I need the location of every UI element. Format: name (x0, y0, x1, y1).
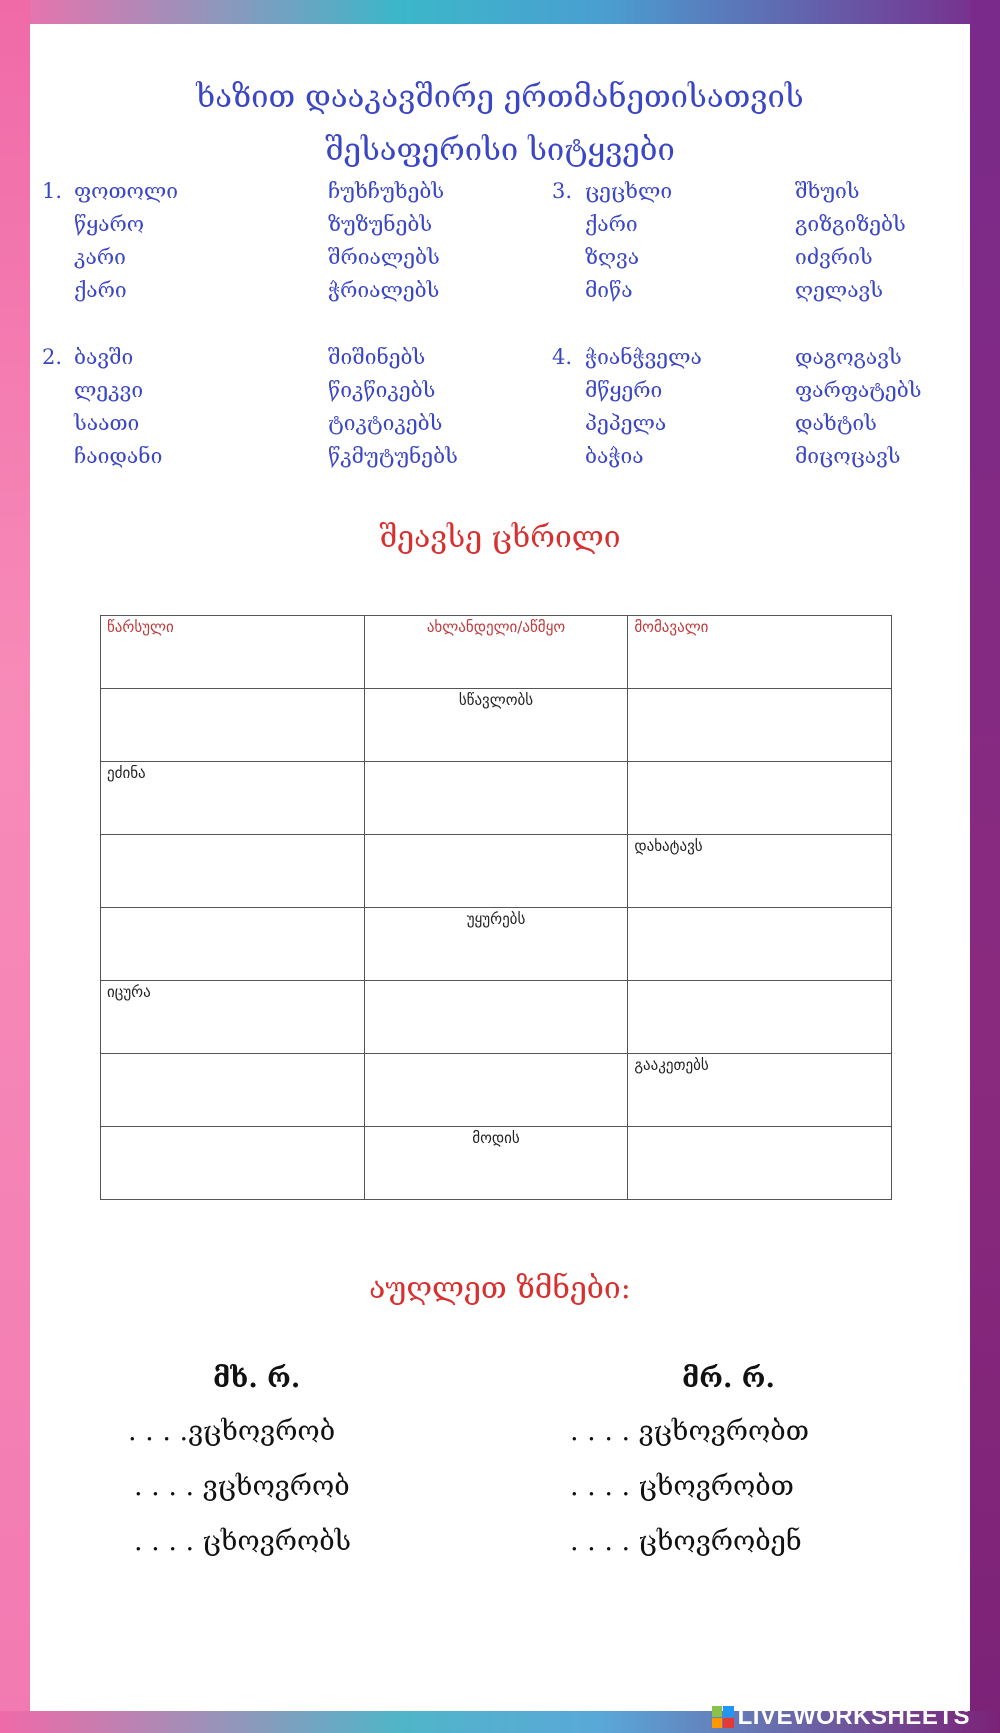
table-cell[interactable] (628, 689, 892, 762)
left-word[interactable]: ჩაიდანი (74, 444, 163, 468)
table-cell[interactable]: უყურებს (364, 908, 628, 981)
right-word[interactable]: ტიკტიკებს (328, 411, 443, 435)
table-cell[interactable] (364, 1054, 628, 1127)
right-word[interactable]: გიზგიზებს (795, 212, 906, 236)
header-past: წარსული (101, 616, 365, 689)
singular-verb[interactable]: . . . .ვცხოვრობ (128, 1416, 336, 1447)
table-cell[interactable] (364, 762, 628, 835)
table-cell[interactable] (101, 835, 365, 908)
group-number: 4. (552, 345, 573, 369)
right-gradient-border (970, 0, 1000, 1733)
table-cell[interactable]: იცურა (101, 981, 365, 1054)
left-word[interactable]: პეპელა (585, 411, 667, 435)
right-word[interactable]: ზუზუნებს (328, 212, 433, 236)
left-word[interactable]: ქარი (74, 278, 127, 302)
plural-verb[interactable]: . . . . ვცხოვრობთ (570, 1416, 809, 1447)
left-word[interactable]: ქარი (585, 212, 638, 236)
plural-verb[interactable]: . . . . ცხოვრობთ (570, 1471, 794, 1502)
table-cell[interactable] (364, 981, 628, 1054)
table-title: შეავსე ცხრილი (379, 520, 621, 555)
left-word[interactable]: მიწა (585, 278, 633, 302)
table-row (101, 908, 892, 981)
table-cell[interactable] (101, 908, 365, 981)
liveworksheets-logo[interactable] (712, 1703, 970, 1731)
worksheet-page (30, 24, 970, 1711)
left-word[interactable]: საათი (74, 411, 140, 435)
logo-text: LIVEWORKSHEETS (737, 1703, 970, 1730)
right-word[interactable]: დახტის (795, 411, 877, 435)
table-row (101, 762, 892, 835)
plural-verb[interactable]: . . . . ცხოვრობენ (570, 1526, 802, 1557)
top-gradient-border (0, 0, 1000, 24)
table-cell[interactable]: მოდის (364, 1127, 628, 1200)
left-word[interactable]: ფოთოლი (74, 179, 178, 203)
group-number: 1. (42, 179, 63, 203)
header-future: მომავალი (628, 616, 892, 689)
right-word[interactable]: ფარფატებს (795, 378, 922, 402)
right-word[interactable]: ჭრიალებს (328, 278, 440, 302)
table-cell[interactable] (628, 908, 892, 981)
left-word[interactable]: მწყერი (585, 378, 663, 402)
left-word[interactable]: ზღვა (585, 245, 640, 269)
right-word[interactable]: ღელავს (795, 278, 883, 302)
title-line-1: ხაზით დააკავშირე ერთმანეთისათვის (196, 79, 804, 115)
right-word[interactable]: ჩუხჩუხებს (328, 179, 445, 203)
table-cell[interactable] (101, 1127, 365, 1200)
table-cell[interactable]: სწავლობს (364, 689, 628, 762)
singular-heading: მხ. რ. (213, 1363, 301, 1394)
right-word[interactable]: წიკწიკებს (328, 378, 436, 402)
left-word[interactable]: ჭიანჭველა (585, 345, 702, 369)
liveworksheets-logo-icon (712, 1706, 734, 1728)
table-row (101, 981, 892, 1054)
table-cell[interactable] (628, 981, 892, 1054)
group-number: 3. (552, 179, 573, 203)
table-row (101, 1127, 892, 1200)
table-row (101, 689, 892, 762)
table-cell[interactable]: გააკეთებს (628, 1054, 892, 1127)
table-cell[interactable]: ეძინა (101, 762, 365, 835)
right-word[interactable]: შიშინებს (328, 345, 426, 369)
right-word[interactable]: იძვრის (795, 245, 873, 269)
right-word[interactable]: წკმუტუნებს (328, 444, 458, 468)
right-word[interactable]: მიცოცავს (795, 444, 901, 468)
right-word[interactable]: შრიალებს (328, 245, 440, 269)
left-gradient-border (0, 0, 30, 1733)
table-row (101, 1054, 892, 1127)
table-cell[interactable] (101, 689, 365, 762)
singular-verb[interactable]: . . . . ცხოვრობს (134, 1526, 352, 1557)
left-word[interactable]: ბაჭია (585, 444, 644, 468)
table-cell[interactable] (628, 762, 892, 835)
left-word[interactable]: წყარო (74, 212, 145, 236)
left-word[interactable]: ცეცხლი (585, 179, 673, 203)
title-line-2: შესაფერისი სიტყვები (325, 132, 675, 168)
left-word[interactable]: ბავში (74, 345, 134, 369)
verbs-title: აუღლეთ ზმნები: (369, 1271, 631, 1306)
table-cell[interactable] (628, 1127, 892, 1200)
singular-verb[interactable]: . . . . ვცხოვრობ (134, 1471, 350, 1502)
table-cell[interactable] (364, 835, 628, 908)
plural-heading: მრ. რ. (682, 1363, 775, 1394)
right-word[interactable]: დაგოგავს (795, 345, 902, 369)
table-header-row (101, 616, 892, 689)
header-present: ახლანდელი/აწმყო (364, 616, 628, 689)
group-number: 2. (42, 345, 63, 369)
left-word[interactable]: ლეკვი (74, 378, 144, 402)
table-cell[interactable] (101, 1054, 365, 1127)
table-row (101, 835, 892, 908)
left-word[interactable]: კარი (74, 245, 126, 269)
right-word[interactable]: შხუის (795, 179, 860, 203)
table-cell[interactable]: დახატავს (628, 835, 892, 908)
tense-table (100, 615, 892, 1200)
